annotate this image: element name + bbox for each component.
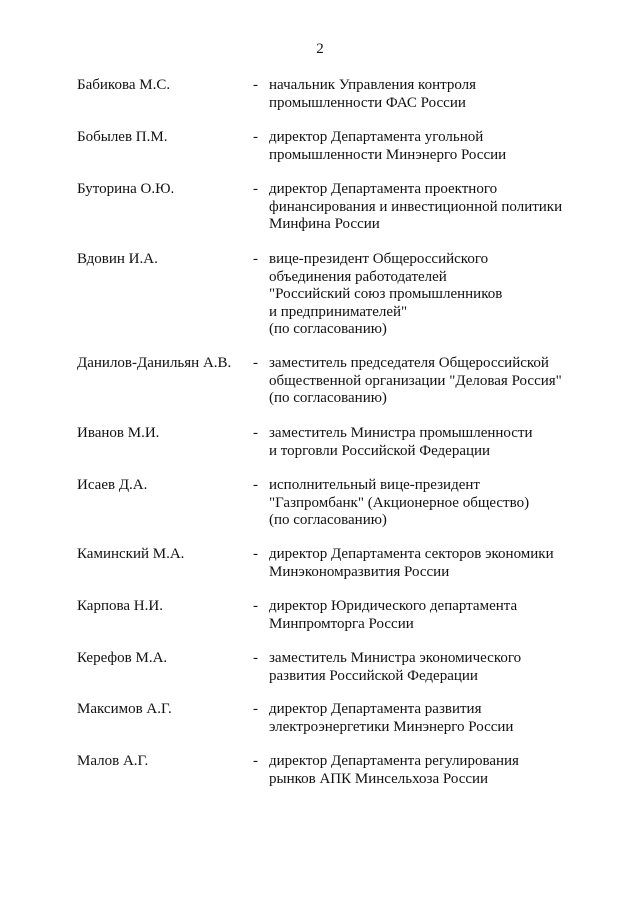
member-name: Керефов М.А. [77,650,168,666]
member-name: Бабикова М.С. [77,77,171,93]
dash-separator: - [253,477,258,493]
member-name: Иванов М.И. [77,425,160,441]
dash-separator: - [253,546,258,562]
member-name: Карпова Н.И. [77,598,163,614]
dash-separator: - [253,598,258,614]
position-line: директор Департамента регулирования [269,753,519,769]
member-position [269,129,599,164]
member-position [269,355,599,408]
position-line: "Российский союз промышленников [269,286,503,302]
member-name: Каминский М.А. [77,546,185,562]
member-name: Исаев Д.А. [77,477,148,493]
dash-separator: - [253,650,258,666]
member-name: Данилов-Данильян А.В. [77,355,232,371]
position-line: и торговли Российской Федерации [269,442,491,459]
member-position [269,77,599,112]
position-line: и предпринимателей" [269,303,408,320]
dash-separator: - [253,129,258,145]
member-position [269,425,599,460]
dash-separator: - [253,251,258,267]
member-name: Буторина О.Ю. [77,181,175,197]
position-line: директор Департамента секторов экономики [269,546,554,562]
position-line: заместитель Министра экономического [269,650,522,666]
position-line: начальник Управления контроля [269,77,477,93]
position-line: директор Юридического департамента [269,598,518,614]
position-line: промышленности ФАС России [269,94,466,111]
position-line: директор Департамента развития [269,701,482,717]
position-line: промышленности Минэнерго России [269,146,507,163]
member-position [269,181,599,234]
position-line: (по согласованию) [269,321,387,337]
member-position [269,251,599,339]
position-line: общественной организации "Деловая Россия" [269,372,562,389]
page-number: 2 [316,41,324,57]
member-name: Вдовин И.А. [77,251,158,267]
member-position [269,650,599,685]
member-position [269,546,599,581]
dash-separator: - [253,753,258,769]
position-line: (по согласованию) [269,390,387,406]
position-line: директор Департамента угольной [269,129,484,145]
dash-separator: - [253,425,258,441]
position-line: исполнительный вице-президент [269,477,480,493]
position-line: директор Департамента проектного [269,181,498,197]
position-line: Минпромторга России [269,615,414,632]
member-position [269,701,599,736]
position-line: финансирования и инвестиционной политики [269,198,563,215]
member-position [269,477,599,530]
position-line: (по согласованию) [269,512,387,528]
position-line: Минэкономразвития России [269,563,450,580]
dash-separator: - [253,355,258,371]
position-line: вице-президент Общероссийского [269,251,489,267]
member-position [269,753,599,788]
dash-separator: - [253,701,258,717]
member-name: Малов А.Г. [77,753,149,769]
position-line: электроэнергетики Минэнерго России [269,718,514,735]
position-line: развития Российской Федерации [269,667,478,684]
member-position [269,598,599,633]
position-line: объединения работодателей [269,268,447,285]
dash-separator: - [253,77,258,93]
member-name: Максимов А.Г. [77,701,172,717]
dash-separator: - [253,181,258,197]
member-name: Бобылев П.М. [77,129,168,145]
position-line: Минфина России [269,216,380,232]
position-line: рынков АПК Минсельхоза России [269,770,489,787]
position-line: заместитель Министра промышленности [269,425,533,441]
position-line: "Газпромбанк" (Акционерное общество) [269,494,530,511]
position-line: заместитель председателя Общероссийской [269,355,549,371]
